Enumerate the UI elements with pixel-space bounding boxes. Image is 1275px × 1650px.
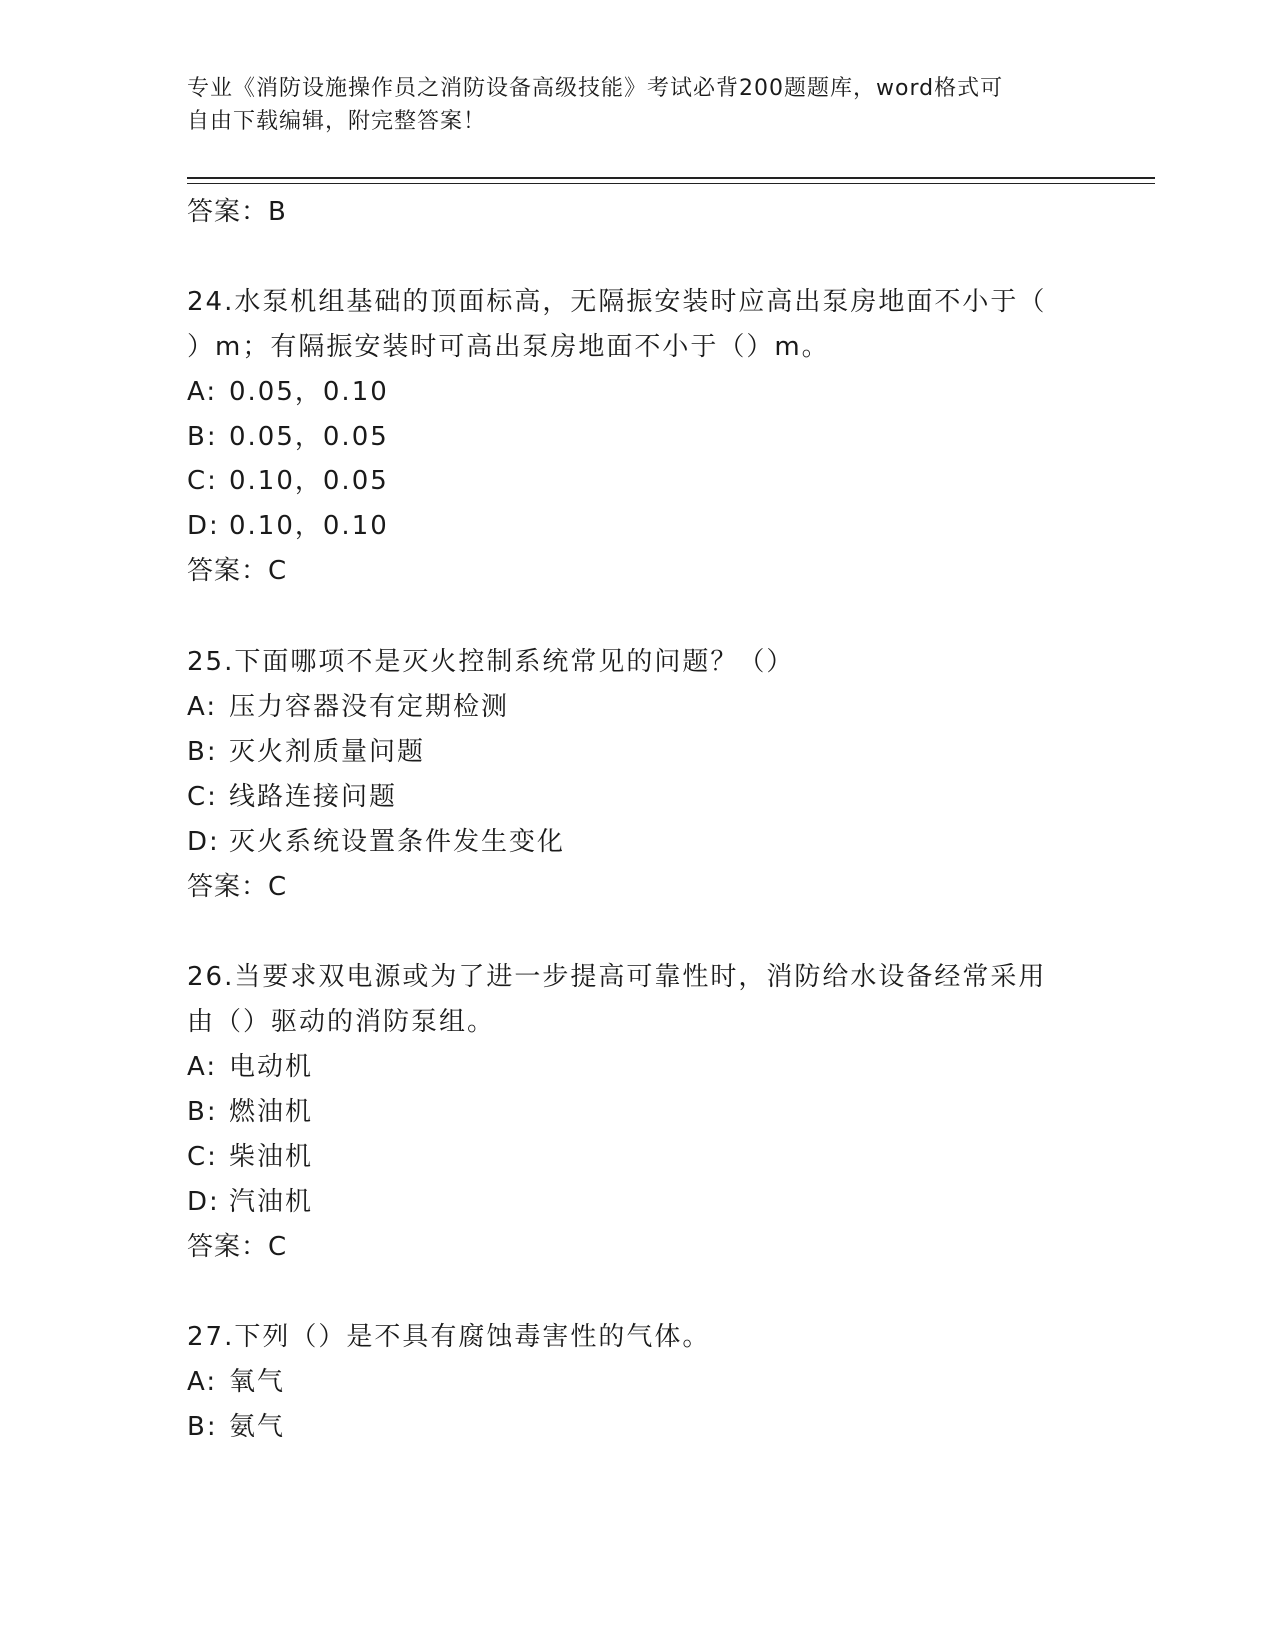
option-letter: A: bbox=[187, 692, 218, 722]
question-25-option-b bbox=[187, 735, 425, 769]
question-24-stem-line-2: ）m；有隔振安装时可高出泵房地面不小于（）m。 bbox=[187, 332, 830, 362]
option-text: 压力容器没有定期检测 bbox=[229, 692, 510, 722]
question-26-answer: 答案：C bbox=[187, 1232, 288, 1262]
question-24-answer: 答案：C bbox=[187, 556, 288, 586]
option-text: 汽油机 bbox=[229, 1187, 314, 1217]
header-line-1: 专业《消防设施操作员之消防设备高级技能》考试必背200题题库，word格式可 bbox=[187, 76, 1004, 101]
option-text: 灭火系统设置条件发生变化 bbox=[229, 827, 566, 857]
question-27-option-a bbox=[187, 1365, 285, 1399]
page-header bbox=[187, 72, 1087, 138]
question-26-option-c bbox=[187, 1140, 313, 1174]
question-26-option-d bbox=[187, 1185, 313, 1219]
option-letter: A: bbox=[187, 1367, 218, 1397]
question-27-option-b bbox=[187, 1410, 285, 1444]
option-text: 0.05，0.10 bbox=[229, 377, 389, 407]
question-24-option-b bbox=[187, 420, 389, 454]
option-text: 氨气 bbox=[229, 1412, 286, 1442]
question-25-answer: 答案：C bbox=[187, 872, 288, 902]
question-24-option-c bbox=[187, 464, 389, 498]
question-25-option-a bbox=[187, 690, 509, 724]
header-line-2: 自由下载编辑，附完整答案！ bbox=[187, 109, 487, 134]
question-26-option-b bbox=[187, 1095, 313, 1129]
option-letter: C: bbox=[187, 1142, 218, 1172]
question-27-stem-line-1: 27.下列（）是不具有腐蚀毒害性的气体。 bbox=[187, 1322, 711, 1352]
option-letter: C: bbox=[187, 466, 218, 496]
option-text: 灭火剂质量问题 bbox=[229, 737, 426, 767]
option-text: 氧气 bbox=[229, 1367, 286, 1397]
option-text: 电动机 bbox=[229, 1052, 314, 1082]
question-24-option-d bbox=[187, 509, 389, 543]
option-text: 0.05，0.05 bbox=[229, 422, 389, 452]
question-25-option-c bbox=[187, 780, 397, 814]
option-letter: A: bbox=[187, 377, 218, 407]
option-letter: B: bbox=[187, 422, 218, 452]
question-26-stem-line-1: 26.当要求双电源或为了进一步提高可靠性时，消防给水设备经常采用 bbox=[187, 962, 1047, 992]
question-25-stem-line-1: 25.下面哪项不是灭火控制系统常见的问题？（） bbox=[187, 647, 795, 677]
question-24-stem-line-1: 24.水泵机组基础的顶面标高，无隔振安装时应高出泵房地面不小于（ bbox=[187, 287, 1047, 317]
question-26-option-a bbox=[187, 1050, 313, 1084]
option-text: 0.10，0.05 bbox=[229, 466, 389, 496]
question-25-option-d bbox=[187, 825, 565, 859]
header-divider bbox=[187, 177, 1155, 184]
option-text: 线路连接问题 bbox=[229, 782, 398, 812]
option-letter: B: bbox=[187, 1412, 218, 1442]
option-letter: A: bbox=[187, 1052, 218, 1082]
option-letter: D: bbox=[187, 827, 220, 857]
option-text: 燃油机 bbox=[229, 1097, 314, 1127]
option-letter: B: bbox=[187, 1097, 218, 1127]
option-text: 0.10，0.10 bbox=[229, 511, 389, 541]
option-letter: C: bbox=[187, 782, 218, 812]
option-letter: D: bbox=[187, 511, 220, 541]
option-letter: B: bbox=[187, 737, 218, 767]
question-26-stem-line-2: 由（）驱动的消防泵组。 bbox=[187, 1007, 496, 1037]
option-letter: D: bbox=[187, 1187, 220, 1217]
question-24-option-a bbox=[187, 375, 389, 409]
previous-answer: 答案：B bbox=[187, 197, 287, 227]
option-text: 柴油机 bbox=[229, 1142, 314, 1172]
